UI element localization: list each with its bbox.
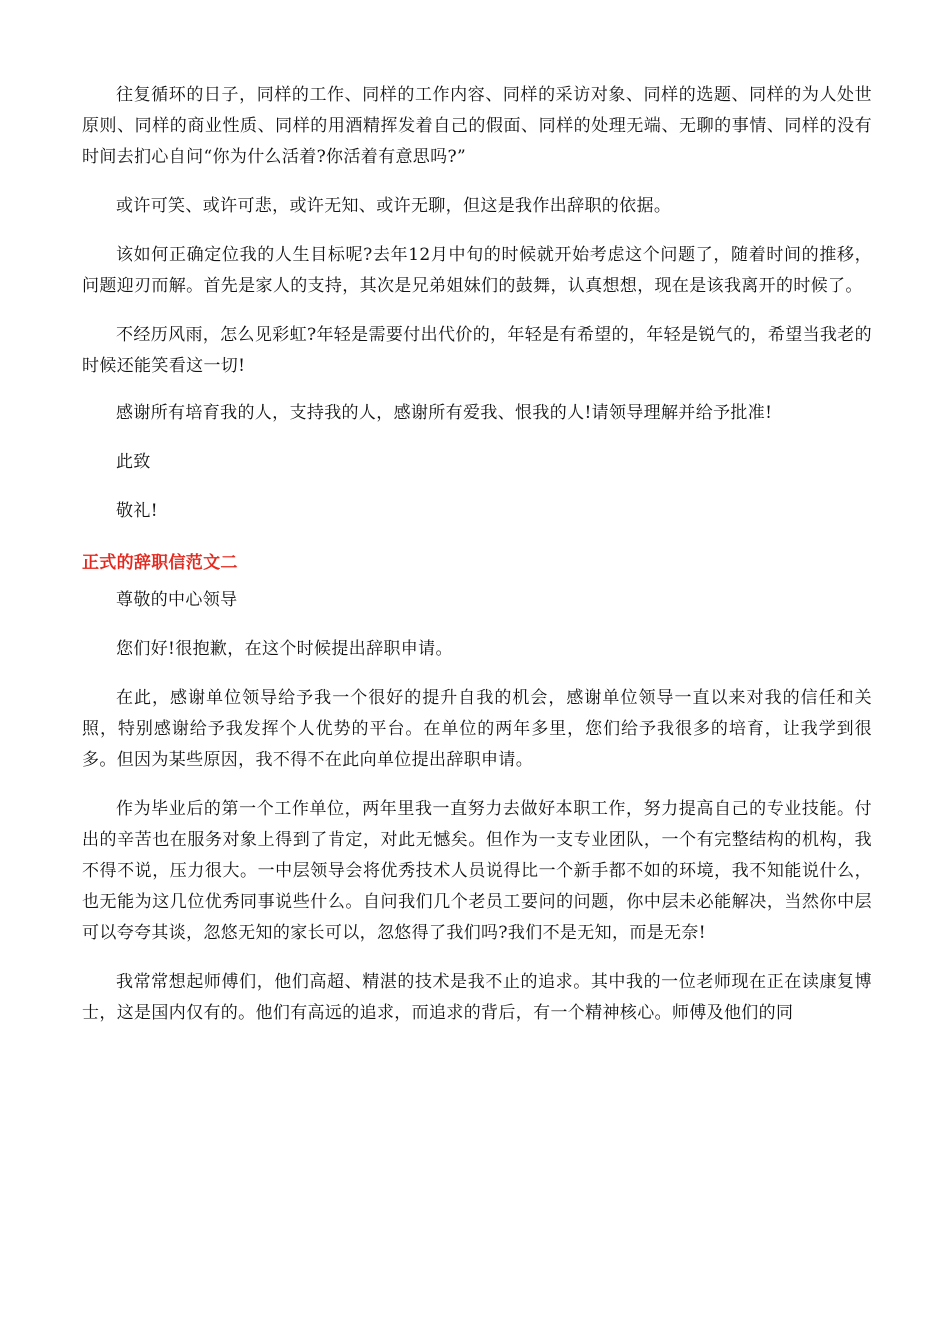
paragraph-life-goal: 该如何正确定位我的人生目标呢?去年12月中旬的时候就开始考虑这个问题了，随着时间的推移，问题迎刃而解。首先是家人的支持，其次是兄弟姐妹们的鼓舞，认真想想，现在是该我离开的时候了。	[82, 245, 872, 296]
paragraph-first-job: 作为毕业后的第一个工作单位，两年里我一直努力去做好本职工作，努力提高自己的专业技能。付出的辛苦也在服务对象上得到了肯定，对此无憾矣。但作为一支专业团队，一个有完整结构的机构，我不得不说，压力很大。一中层领导会将优秀技术人员说得比一个新手都不如的环境，我不知能说什么，也无能为这几位优秀同事说些什么。自问我们几个老员工要问的问题，你中层未必能解决，当然你中层可以夸夸其谈，忽悠无知的家长可以，忽悠得了我们吗?我们不是无知，而是无奈!	[82, 799, 872, 943]
paragraph-gratitude: 在此，感谢单位领导给予我一个很好的提升自我的机会，感谢单位领导一直以来对我的信任和关照，特别感谢给予我发挥个人优势的平台。在单位的两年多里，您们给予我很多的培育，让我学到很多。但因为某些原因，我不得不在此向单位提出辞职申请。	[82, 688, 872, 770]
section-heading: 正式的辞职信范文二	[82, 553, 238, 573]
salutation: 尊敬的中心领导	[116, 590, 238, 610]
paragraph-routine-days: 往复循环的日子，同样的工作、同样的工作内容、同样的采访对象、同样的选题、同样的为人处世原则、同样的商业性质、同样的用酒精挥发着自己的假面、同样的处理无端、无聊的事情、同样的没有时间去扪心自问“你为什么活着?你活着有意思吗?”	[82, 85, 872, 167]
closing-jingli: 敬礼!	[116, 501, 158, 521]
paragraph-greeting: 您们好!很抱歉，在这个时候提出辞职申请。	[116, 639, 453, 659]
paragraph-rainbow: 不经历风雨，怎么见彩虹?年轻是需要付出代价的，年轻是有希望的，年轻是锐气的，希望当我老的时候还能笑看这一切!	[82, 325, 872, 376]
paragraph-mentors: 我常常想起师傅们，他们高超、精湛的技术是我不止的追求。其中我的一位老师现在正在读康复博士，这是国内仅有的。他们有高远的追求，而追求的背后，有一个精神核心。师傅及他们的同	[82, 972, 872, 1023]
paragraph-resignation-basis: 或许可笑、或许可悲，或许无知、或许无聊，但这是我作出辞职的依据。	[116, 196, 672, 216]
paragraph-thanks: 感谢所有培育我的人，支持我的人，感谢所有爱我、恨我的人!请领导理解并给予批准!	[116, 403, 773, 423]
document-page	[82, 80, 872, 1029]
closing-cizhi: 此致	[116, 452, 151, 472]
